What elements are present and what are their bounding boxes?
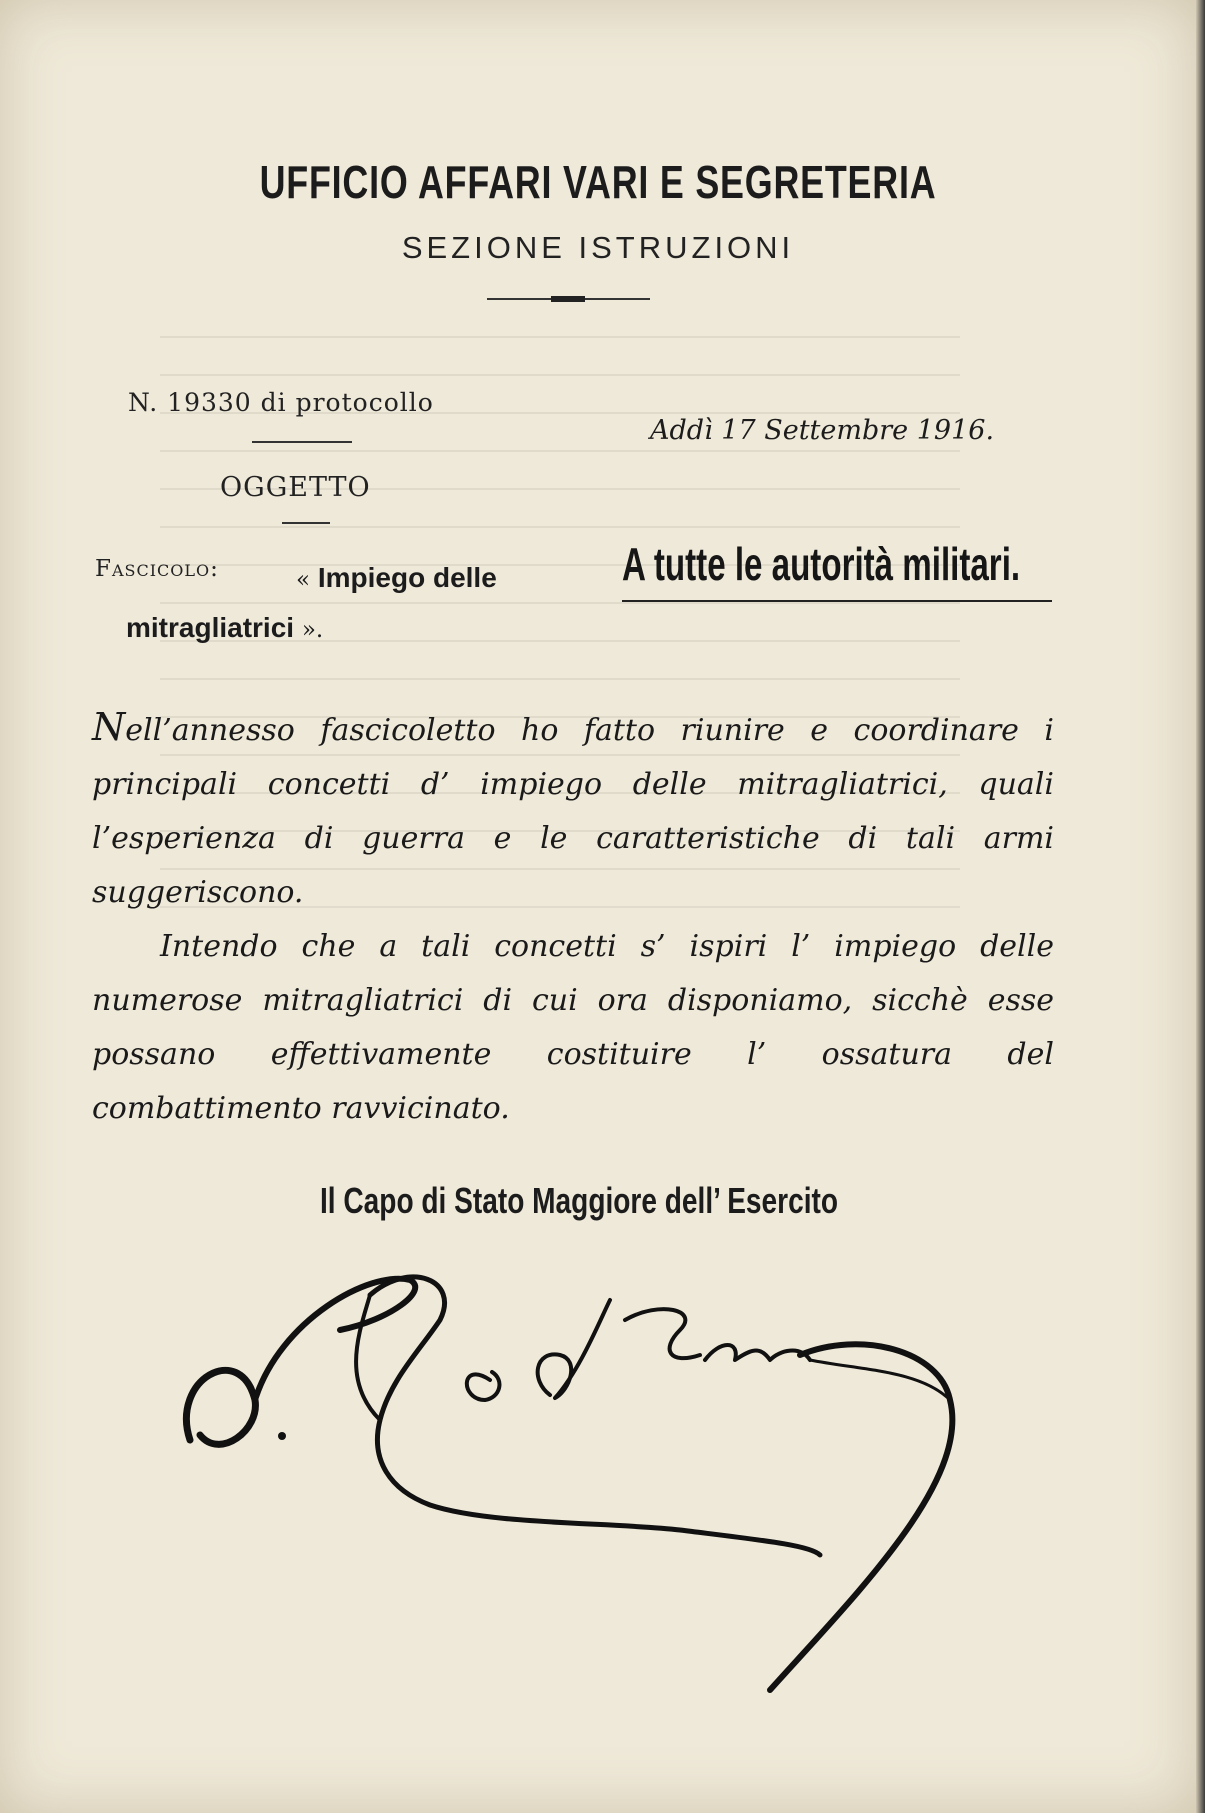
paragraph-1-text: ell’annesso fascicoletto ho fatto riunire e coordinare i principali concetti d’ impiego delle mitragliatrici, quali l’esperienza di guerra e le caratteristiche di tali armi suggeriscono. xyxy=(92,713,1054,910)
letter-body xyxy=(92,700,1054,1136)
recipient-heading: A tutte le autorità militari. xyxy=(622,538,1021,590)
section-subtitle: SEZIONE ISTRUZIONI xyxy=(401,230,795,265)
subject-label: OGGETTO xyxy=(220,472,371,503)
protocol-number: N. 19330 di protocollo xyxy=(128,388,434,417)
fascicolo-label-text: Fascicolo: xyxy=(95,556,219,582)
subject-rule xyxy=(282,522,330,524)
fascicolo-title xyxy=(126,554,526,654)
close-quote: ». xyxy=(301,617,324,643)
document-date: Addì 17 Settembre 1916. xyxy=(650,415,995,446)
office-title: UFFICIO AFFARI VARI E SEGRETERIA xyxy=(259,156,937,208)
paragraph-1 xyxy=(92,700,1054,920)
fascicolo-title-line1: Impiego delle xyxy=(317,562,497,593)
handwritten-signature xyxy=(160,1260,1040,1730)
page-edge-shadow xyxy=(1196,0,1205,1813)
fascicolo-title-line2: mitragliatrici xyxy=(126,612,295,643)
header-divider xyxy=(487,298,650,300)
protocol-rule xyxy=(252,441,352,443)
recipient-rule xyxy=(622,600,1052,602)
signature-caption: Il Capo di Stato Maggiore dell’ Esercito xyxy=(320,1180,839,1221)
drop-cap: N xyxy=(92,705,126,749)
paragraph-2: Intendo che a tali concetti s’ ispiri l’ impiego delle numerose mitragliatrici di cui ora disponiamo, sicchè esse possano effettivamente costituire l’ ossatura del combattimento ravvicinato. xyxy=(92,929,1054,1126)
open-quote: « xyxy=(296,567,311,593)
